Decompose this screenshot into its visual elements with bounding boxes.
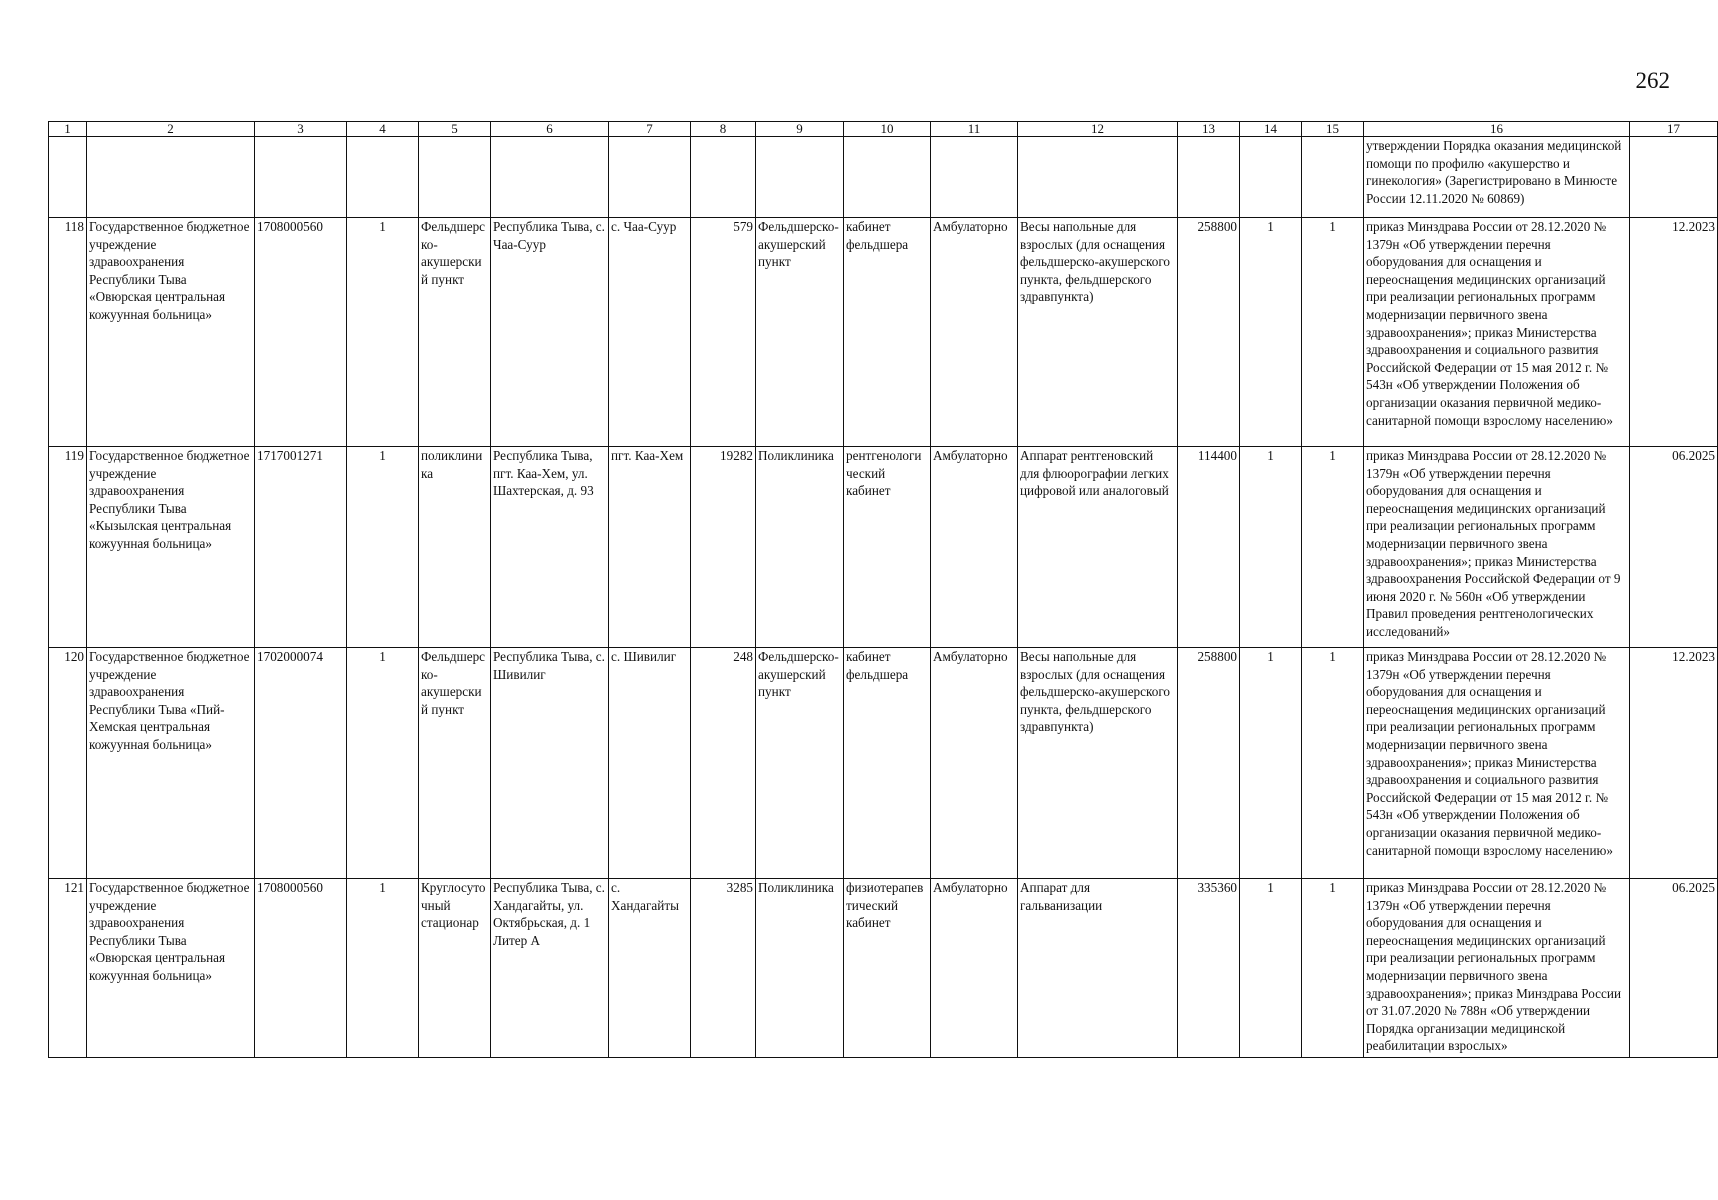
equipment-table bbox=[48, 121, 1718, 1058]
due-date: 12.2023 bbox=[1630, 218, 1718, 447]
legal-basis: приказ Минздрава России от 28.12.2020 № 1379н «Об утверждении перечня оборудования для оснащения и переоснащения медицинских организаций при реализации региональных программ модернизации первичного звена здравоохранения»; приказ Министерства здравоохранения и социального развития Российской Федерации от 15 мая 2012 г. № 543н «Об утверждении Положения об организации оказания первичной медико-санитарной помощи взрослому населению» bbox=[1364, 218, 1630, 447]
unit-type: поликлиника bbox=[419, 447, 491, 648]
table-row bbox=[49, 879, 1718, 1058]
column-14-value: 1 bbox=[1240, 879, 1302, 1058]
address: Республика Тыва, пгт. Каа-Хем, ул. Шахтерская, д. 93 bbox=[491, 447, 609, 648]
column-4-value: 1 bbox=[347, 218, 419, 447]
care-type: Амбулаторно bbox=[931, 447, 1018, 648]
address: Республика Тыва, с. Шивилиг bbox=[491, 648, 609, 879]
column-header: 16 bbox=[1364, 122, 1630, 137]
settlement: с. Шивилиг bbox=[609, 648, 691, 879]
due-date: 06.2025 bbox=[1630, 447, 1718, 648]
column-header: 9 bbox=[756, 122, 844, 137]
page-number: 262 bbox=[1635, 68, 1670, 93]
division: Фельдшерско-акушерский пункт bbox=[756, 218, 844, 447]
column-header: 6 bbox=[491, 122, 609, 137]
column-14-value: 1 bbox=[1240, 218, 1302, 447]
population: 579 bbox=[691, 218, 756, 447]
room: кабинет фельдшера bbox=[844, 218, 931, 447]
column-header: 13 bbox=[1178, 122, 1240, 137]
organization-code: 1708000560 bbox=[255, 218, 347, 447]
column-header: 5 bbox=[419, 122, 491, 137]
division: Поликлиника bbox=[756, 447, 844, 648]
column-number-row bbox=[49, 122, 1718, 137]
column-header: 1 bbox=[49, 122, 87, 137]
settlement: с. Чаа-Суур bbox=[609, 218, 691, 447]
column-4-value: 1 bbox=[347, 648, 419, 879]
price: 114400 bbox=[1178, 447, 1240, 648]
care-type: Амбулаторно bbox=[931, 648, 1018, 879]
organization-name: Государственное бюджетное учреждение здравоохранения Республики Тыва «Пий-Хемская центральная кожуунная больница» bbox=[87, 648, 255, 879]
column-14-value: 1 bbox=[1240, 447, 1302, 648]
organization-code: 1717001271 bbox=[255, 447, 347, 648]
equipment-name: Весы напольные для взрослых (для оснащения фельдшерско-акушерского пункта, фельдшерского здравпункта) bbox=[1018, 648, 1178, 879]
column-15-value: 1 bbox=[1302, 879, 1364, 1058]
legal-basis: приказ Минздрава России от 28.12.2020 № 1379н «Об утверждении перечня оборудования для оснащения и переоснащения медицинских организаций при реализации региональных программ модернизации первичного звена здравоохранения»; приказ Министерства здравоохранения и социального развития Российской Федерации от 15 мая 2012 г. № 543н «Об утверждении Положения об организации оказания первичной медико-санитарной помощи взрослому населению» bbox=[1364, 648, 1630, 879]
price: 258800 bbox=[1178, 218, 1240, 447]
organization-name: Государственное бюджетное учреждение здравоохранения Республики Тыва «Кызылская центральная кожуунная больница» bbox=[87, 447, 255, 648]
column-header: 14 bbox=[1240, 122, 1302, 137]
price: 335360 bbox=[1178, 879, 1240, 1058]
due-date: 12.2023 bbox=[1630, 648, 1718, 879]
column-4-value: 1 bbox=[347, 879, 419, 1058]
column-15-value: 1 bbox=[1302, 648, 1364, 879]
column-header: 15 bbox=[1302, 122, 1364, 137]
continuation-basis: утверждении Порядка оказания медицинской помощи по профилю «акушерство и гинекология» (Зарегистрировано в Минюсте России 12.11.2020 № 60869) bbox=[1364, 137, 1630, 218]
column-header: 4 bbox=[347, 122, 419, 137]
column-header: 3 bbox=[255, 122, 347, 137]
room: физиотерапевтический кабинет bbox=[844, 879, 931, 1058]
address: Республика Тыва, с. Чаа-Суур bbox=[491, 218, 609, 447]
table-row bbox=[49, 648, 1718, 879]
division: Фельдшерско-акушерский пункт bbox=[756, 648, 844, 879]
column-header: 8 bbox=[691, 122, 756, 137]
table-row bbox=[49, 447, 1718, 648]
equipment-name: Аппарат рентгеновский для флюорографии легких цифровой или аналоговый bbox=[1018, 447, 1178, 648]
population: 248 bbox=[691, 648, 756, 879]
unit-type: Круглосуточный стационар bbox=[419, 879, 491, 1058]
column-15-value: 1 bbox=[1302, 447, 1364, 648]
equipment-name: Весы напольные для взрослых (для оснащения фельдшерско-акушерского пункта, фельдшерского здравпункта) bbox=[1018, 218, 1178, 447]
column-header: 7 bbox=[609, 122, 691, 137]
address: Республика Тыва, с. Хандагайты, ул. Октябрьская, д. 1 Литер А bbox=[491, 879, 609, 1058]
column-15-value: 1 bbox=[1302, 218, 1364, 447]
equipment-name: Аппарат для гальванизации bbox=[1018, 879, 1178, 1058]
column-4-value: 1 bbox=[347, 447, 419, 648]
price: 258800 bbox=[1178, 648, 1240, 879]
organization-code: 1708000560 bbox=[255, 879, 347, 1058]
room: кабинет фельдшера bbox=[844, 648, 931, 879]
column-header: 17 bbox=[1630, 122, 1718, 137]
due-date: 06.2025 bbox=[1630, 879, 1718, 1058]
population: 19282 bbox=[691, 447, 756, 648]
row-number: 119 bbox=[49, 447, 87, 648]
division: Поликлиника bbox=[756, 879, 844, 1058]
column-14-value: 1 bbox=[1240, 648, 1302, 879]
room: рентгенологический кабинет bbox=[844, 447, 931, 648]
care-type: Амбулаторно bbox=[931, 879, 1018, 1058]
settlement: пгт. Каа-Хем bbox=[609, 447, 691, 648]
row-number: 121 bbox=[49, 879, 87, 1058]
legal-basis: приказ Минздрава России от 28.12.2020 № 1379н «Об утверждении перечня оборудования для оснащения и переоснащения медицинских организаций при реализации региональных программ модернизации первичного звена здравоохранения»; приказ Минздрава России от 31.07.2020 № 788н «Об утверждении Порядка организации медицинской реабилитации взрослых» bbox=[1364, 879, 1630, 1058]
row-number: 120 bbox=[49, 648, 87, 879]
column-header: 12 bbox=[1018, 122, 1178, 137]
unit-type: Фельдшерско-акушерский пункт bbox=[419, 218, 491, 447]
unit-type: Фельдшерско-акушерский пункт bbox=[419, 648, 491, 879]
legal-basis: приказ Минздрава России от 28.12.2020 № 1379н «Об утверждении перечня оборудования для оснащения и переоснащения медицинских организаций при реализации региональных программ модернизации первичного звена здравоохранения»; приказ Министерства здравоохранения Российской Федерации от 9 июня 2020 г. № 560н «Об утверждении Правил проведения рентгенологических исследований» bbox=[1364, 447, 1630, 648]
organization-name: Государственное бюджетное учреждение здравоохранения Республики Тыва «Овюрская центральная кожуунная больница» bbox=[87, 879, 255, 1058]
table-row bbox=[49, 218, 1718, 447]
organization-code: 1702000074 bbox=[255, 648, 347, 879]
population: 3285 bbox=[691, 879, 756, 1058]
continuation-row bbox=[49, 137, 1718, 218]
column-header: 10 bbox=[844, 122, 931, 137]
settlement: с. Хандагайты bbox=[609, 879, 691, 1058]
organization-name: Государственное бюджетное учреждение здравоохранения Республики Тыва «Овюрская центральная кожуунная больница» bbox=[87, 218, 255, 447]
row-number: 118 bbox=[49, 218, 87, 447]
column-header: 2 bbox=[87, 122, 255, 137]
column-header: 11 bbox=[931, 122, 1018, 137]
care-type: Амбулаторно bbox=[931, 218, 1018, 447]
